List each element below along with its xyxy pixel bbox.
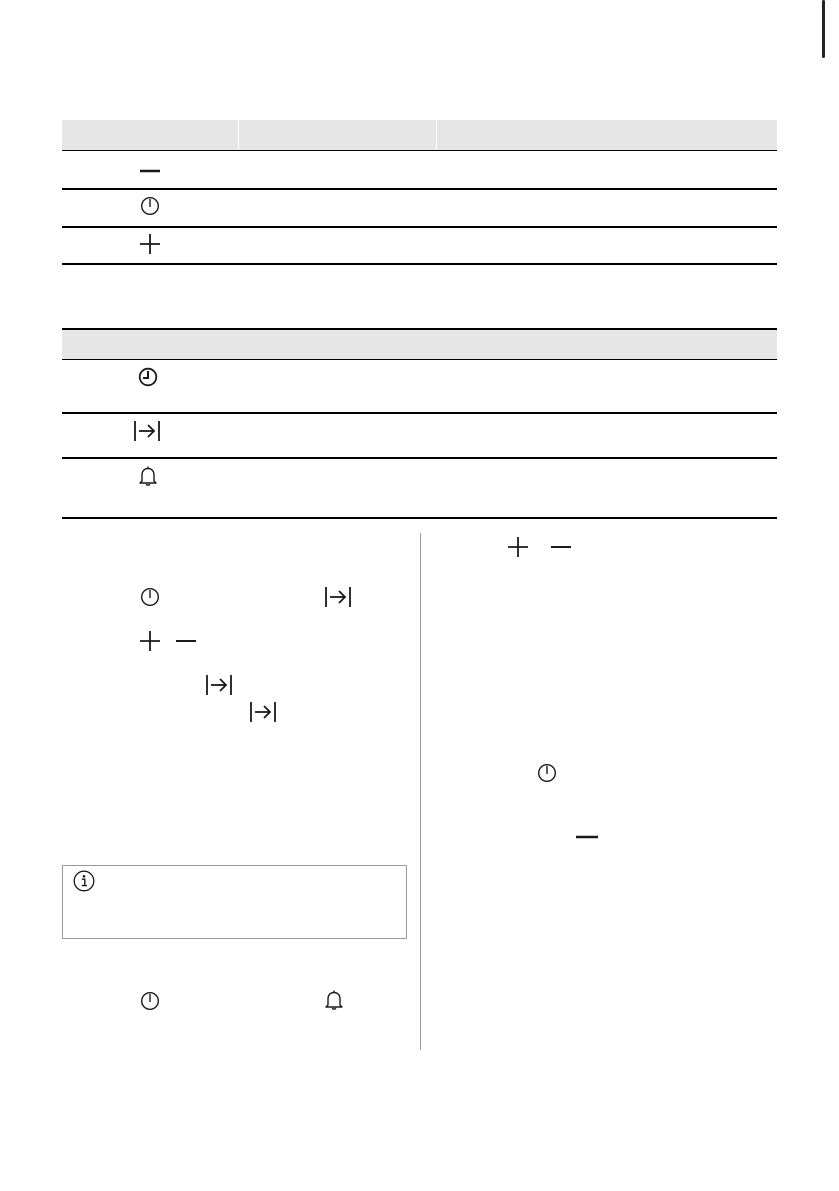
table2-bottom-rule — [62, 517, 777, 519]
table1-header — [62, 120, 777, 150]
end-arrow-icon — [206, 674, 232, 696]
table1-header-divider — [436, 120, 437, 150]
table1-row-rule — [62, 226, 777, 228]
plus-icon — [140, 234, 160, 254]
end-arrow-icon — [250, 701, 276, 723]
minus-icon — [140, 163, 160, 179]
end-arrow-icon — [134, 420, 160, 442]
duration-clock-icon — [138, 367, 158, 387]
bell-icon — [325, 990, 343, 1010]
bell-icon — [139, 466, 157, 486]
minus-icon — [176, 633, 196, 649]
table1-row-rule — [62, 188, 777, 190]
table2-row-rule — [62, 412, 777, 414]
clock-icon — [140, 587, 160, 607]
table2-header-rule — [62, 359, 777, 360]
clock-icon — [537, 763, 557, 783]
plus-icon — [140, 631, 160, 651]
info-icon — [73, 870, 95, 892]
table1-header-divider — [238, 120, 239, 150]
table1-header-rule — [62, 150, 777, 151]
clock-icon — [140, 991, 160, 1011]
column-divider — [420, 533, 421, 1050]
table2-top-rule — [62, 328, 777, 330]
table2-row-rule — [62, 457, 777, 459]
minus-icon — [576, 829, 598, 845]
info-note-box — [62, 865, 407, 939]
clock-icon — [140, 196, 160, 216]
minus-icon — [551, 539, 571, 555]
table2-header — [62, 329, 777, 359]
page-edge-marker — [822, 0, 825, 58]
plus-icon — [508, 537, 528, 557]
table1-bottom-rule — [62, 263, 777, 265]
end-arrow-icon — [325, 586, 351, 608]
